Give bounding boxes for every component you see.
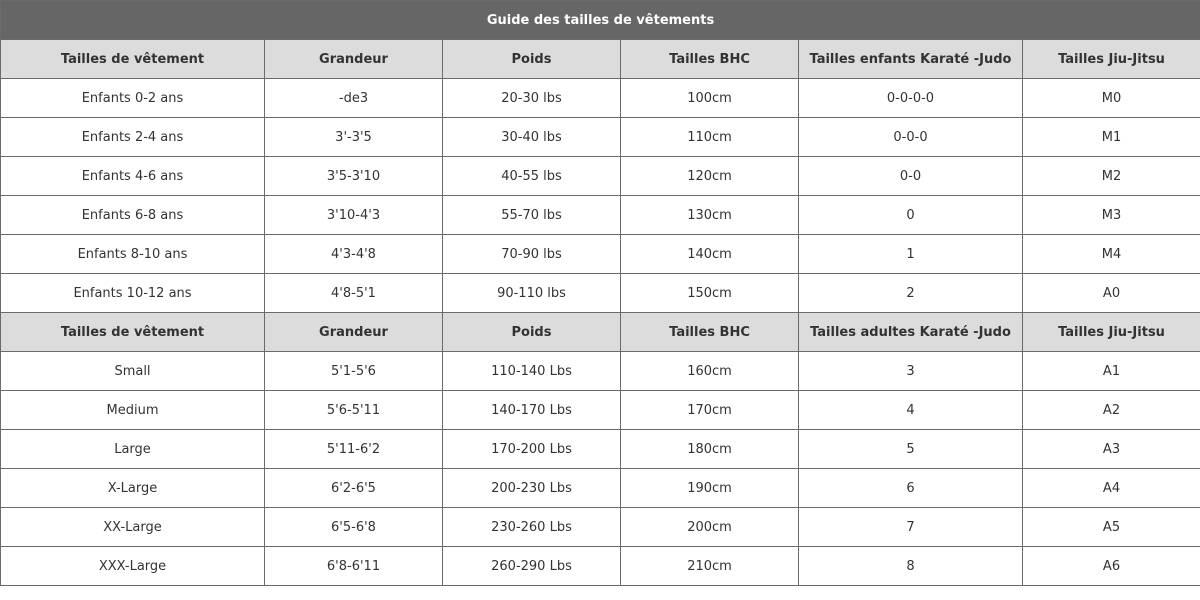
- table-row: [1, 547, 1200, 586]
- column-header-weight: Poids: [443, 313, 621, 352]
- cell-weight: 200-230 Lbs: [443, 469, 621, 508]
- cell-clothing-size: Enfants 10-12 ans: [1, 274, 265, 313]
- table-title: Guide des tailles de vêtements: [1, 1, 1200, 40]
- cell-height: 5'11-6'2: [265, 430, 443, 469]
- cell-weight: 40-55 lbs: [443, 157, 621, 196]
- table-row: [1, 469, 1200, 508]
- cell-bhc-size: 100cm: [621, 79, 799, 118]
- cell-jiu-jitsu-size: M4: [1023, 235, 1200, 274]
- cell-weight: 230-260 Lbs: [443, 508, 621, 547]
- cell-clothing-size: Medium: [1, 391, 265, 430]
- column-header-bhc-size: Tailles BHC: [621, 40, 799, 79]
- table-row: [1, 235, 1200, 274]
- cell-height: 3'10-4'3: [265, 196, 443, 235]
- cell-bhc-size: 130cm: [621, 196, 799, 235]
- cell-jiu-jitsu-size: A1: [1023, 352, 1200, 391]
- cell-jiu-jitsu-size: M0: [1023, 79, 1200, 118]
- cell-weight: 70-90 lbs: [443, 235, 621, 274]
- cell-weight: 140-170 Lbs: [443, 391, 621, 430]
- cell-jiu-jitsu-size: M1: [1023, 118, 1200, 157]
- cell-karate-judo-size: 0-0-0: [799, 118, 1023, 157]
- cell-jiu-jitsu-size: M2: [1023, 157, 1200, 196]
- table-row: [1, 274, 1200, 313]
- cell-karate-judo-size: 4: [799, 391, 1023, 430]
- cell-clothing-size: Enfants 2-4 ans: [1, 118, 265, 157]
- cell-height: 3'-3'5: [265, 118, 443, 157]
- cell-bhc-size: 120cm: [621, 157, 799, 196]
- cell-clothing-size: X-Large: [1, 469, 265, 508]
- cell-karate-judo-size: 0-0-0-0: [799, 79, 1023, 118]
- cell-height: 4'3-4'8: [265, 235, 443, 274]
- cell-bhc-size: 160cm: [621, 352, 799, 391]
- cell-clothing-size: XXX-Large: [1, 547, 265, 586]
- table-row: [1, 79, 1200, 118]
- column-header-height: Grandeur: [265, 313, 443, 352]
- cell-weight: 20-30 lbs: [443, 79, 621, 118]
- cell-karate-judo-size: 8: [799, 547, 1023, 586]
- cell-karate-judo-size: 1: [799, 235, 1023, 274]
- cell-clothing-size: Enfants 8-10 ans: [1, 235, 265, 274]
- column-header-karate-judo-size: Tailles enfants Karaté -Judo: [799, 40, 1023, 79]
- cell-clothing-size: Enfants 6-8 ans: [1, 196, 265, 235]
- table-row: [1, 352, 1200, 391]
- cell-jiu-jitsu-size: M3: [1023, 196, 1200, 235]
- cell-clothing-size: Enfants 0-2 ans: [1, 79, 265, 118]
- table-row: [1, 157, 1200, 196]
- cell-bhc-size: 210cm: [621, 547, 799, 586]
- cell-karate-judo-size: 0-0: [799, 157, 1023, 196]
- cell-jiu-jitsu-size: A5: [1023, 508, 1200, 547]
- cell-height: 3'5-3'10: [265, 157, 443, 196]
- column-header-clothing-size: Tailles de vêtement: [1, 40, 265, 79]
- cell-height: 5'6-5'11: [265, 391, 443, 430]
- cell-bhc-size: 110cm: [621, 118, 799, 157]
- cell-height: 5'1-5'6: [265, 352, 443, 391]
- cell-bhc-size: 200cm: [621, 508, 799, 547]
- cell-clothing-size: Enfants 4-6 ans: [1, 157, 265, 196]
- cell-height: 4'8-5'1: [265, 274, 443, 313]
- column-header-height: Grandeur: [265, 40, 443, 79]
- column-header-bhc-size: Tailles BHC: [621, 313, 799, 352]
- cell-jiu-jitsu-size: A0: [1023, 274, 1200, 313]
- table-row: [1, 430, 1200, 469]
- cell-clothing-size: XX-Large: [1, 508, 265, 547]
- column-header-karate-judo-size: Tailles adultes Karaté -Judo: [799, 313, 1023, 352]
- cell-jiu-jitsu-size: A6: [1023, 547, 1200, 586]
- cell-karate-judo-size: 6: [799, 469, 1023, 508]
- section-header-row: [1, 40, 1200, 79]
- cell-karate-judo-size: 3: [799, 352, 1023, 391]
- table-row: [1, 196, 1200, 235]
- section-header-row: [1, 313, 1200, 352]
- cell-weight: 30-40 lbs: [443, 118, 621, 157]
- cell-weight: 260-290 Lbs: [443, 547, 621, 586]
- table-body: [1, 40, 1200, 586]
- cell-bhc-size: 180cm: [621, 430, 799, 469]
- cell-karate-judo-size: 2: [799, 274, 1023, 313]
- cell-height: 6'5-6'8: [265, 508, 443, 547]
- cell-height: 6'8-6'11: [265, 547, 443, 586]
- table-row: [1, 118, 1200, 157]
- cell-bhc-size: 140cm: [621, 235, 799, 274]
- cell-weight: 90-110 lbs: [443, 274, 621, 313]
- cell-bhc-size: 150cm: [621, 274, 799, 313]
- cell-clothing-size: Large: [1, 430, 265, 469]
- cell-jiu-jitsu-size: A4: [1023, 469, 1200, 508]
- column-header-clothing-size: Tailles de vêtement: [1, 313, 265, 352]
- cell-clothing-size: Small: [1, 352, 265, 391]
- cell-bhc-size: 170cm: [621, 391, 799, 430]
- table-row: [1, 508, 1200, 547]
- table-row: [1, 391, 1200, 430]
- cell-weight: 55-70 lbs: [443, 196, 621, 235]
- cell-karate-judo-size: 5: [799, 430, 1023, 469]
- column-header-jiu-jitsu-size: Tailles Jiu-Jitsu: [1023, 40, 1200, 79]
- cell-karate-judo-size: 7: [799, 508, 1023, 547]
- cell-jiu-jitsu-size: A3: [1023, 430, 1200, 469]
- cell-jiu-jitsu-size: A2: [1023, 391, 1200, 430]
- column-header-weight: Poids: [443, 40, 621, 79]
- cell-height: 6'2-6'5: [265, 469, 443, 508]
- cell-weight: 170-200 Lbs: [443, 430, 621, 469]
- cell-height: -de3: [265, 79, 443, 118]
- table-title-row: [1, 1, 1200, 40]
- cell-bhc-size: 190cm: [621, 469, 799, 508]
- cell-karate-judo-size: 0: [799, 196, 1023, 235]
- column-header-jiu-jitsu-size: Tailles Jiu-Jitsu: [1023, 313, 1200, 352]
- cell-weight: 110-140 Lbs: [443, 352, 621, 391]
